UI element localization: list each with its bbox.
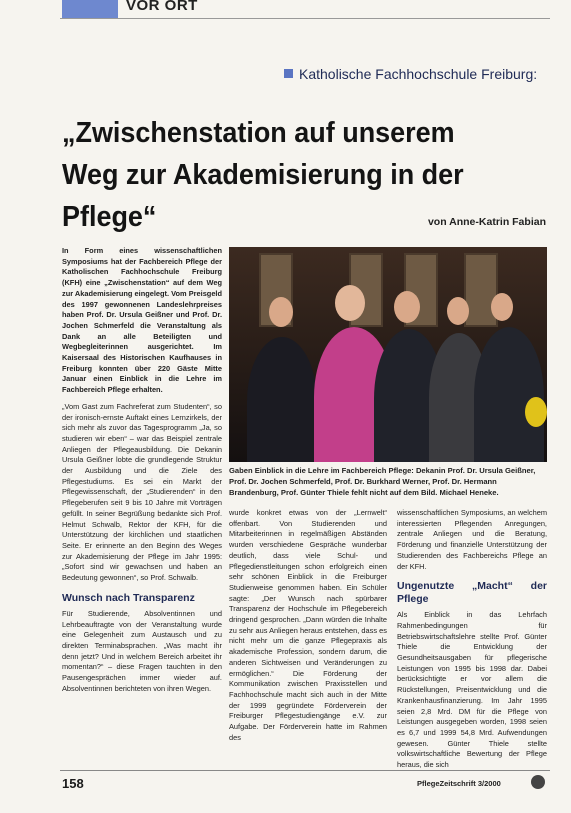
journal-logo-icon xyxy=(531,775,545,789)
face-shape xyxy=(394,291,420,323)
event-photo xyxy=(229,247,547,462)
body-paragraph: Als Einblick in das Lehrfach Rahmenbedingungen für Betriebswirtschaftslehre stellte Prof. Günter Thiele die Entwicklung der Gesundheitsausgaben für pflegerische Leistungen von 1995 bis 1998 dar. Dabei berücksichtigte er vor allem die Rückstellungen, Preisentwicklung und die Krankenhausfinanzierung. Im Jahr 1995 seien 2,8 Mrd. DM für die Pflege von Leistungen ausgegeben worden, 1998 seien es 6,7 und 1999 54,8 Mrd. Aufwendungen gewesen. Günter Thiele stellte volkswirtschaftliche Bewertung der Pflege heraus, die sich xyxy=(397,610,547,770)
page-number: 158 xyxy=(62,776,84,791)
footer-rule xyxy=(60,770,550,771)
face-shape xyxy=(491,293,513,321)
journal-name: PflegeZeitschrift 3/2000 xyxy=(417,779,501,788)
section-label: VOR ORT xyxy=(126,0,198,14)
body-paragraph: Für Studierende, Absolventinnen und Lehrbeauftragte von der Veranstaltung wurde eine Gelegenheit zum Austausch und zu direkten Terminabsprachen. „Was macht ihr denn jetzt? Und in welchem Bereich arbeitet ihr momentan?“ – diese Fragen tauchten in den Pausengesprächen immer wieder auf. Absolventinnen berichteten von ihren Wegen. xyxy=(62,608,222,693)
person-shape xyxy=(247,337,317,462)
body-paragraph: „Vom Gast zum Fachreferat zum Studenten“, so der ironisch-ernste Auftakt eines Lernzirkels, der sich mehr als zuvor das Tagesprogramm „Ja, so studieren wir eben“ – war das Beispiel zentrale Anliegen der Pflegeausbildung. Die Dekanin Ursula Geißner lobte die grundlegende Struktur der Ausbildung und die Ziele des Pflegestudiums. Es sei ein Markt der Pflegewissenschaft, der „Studierenden“ in den Pflegeberufen seit 9 bis 10 Jahre mit Vorträgen gefüllt. In seiner Begrüßung bedankte sich Prof. Helmut Schwalb, Rektor der KFH, für die Unterstützung der kirchlichen und staatlichen Seite. Er erinnerte an den Beginn des Weges zur Akademisierung der Pflege im Jahr 1995: „Sofort sind wir gewachsen und haben an Bedeutung gewonnen“, so Prof. Schwalb. xyxy=(62,401,222,583)
person-shape xyxy=(474,327,544,462)
column-3 xyxy=(397,508,547,777)
subheading: Wunsch nach Transparenz xyxy=(62,591,195,604)
body-paragraph: wurde konkret etwas von der „Lernwelt“ offenbart. Von Studierenden und Mitarbeiterinnen in regelmäßigen Abständen wurden verschiedene Gespräche wunderbar deutlich, dass viele Schul- und Pflegedienstleitungen schon erfolgreich einen sehr schönen Einblick in die Freiburger Studienweise genommen haben. Ein Schüler sagte: „Der Wunsch nach spürbarer Transparenz der Hochschule im Pflegebereich dringend gesprochen. „Dann würden die Inhalte zu sehr aus Anliegen heraus entstehen, dass es nicht mehr um die ganze Pflegepraxis als akademische Profession, sondern darum, die anderen Sichtweisen und Veränderungen zu ermöglichen.“ Die Förderung der Kommunikation zwischen Praxisstellen und Fachhochschule macht sich auch in der Mitte der 1999 gegründete Förderverein der Freiburger Pflegestudiengänge e.V. zur Aufgabe. Der Förderverein hatte im Rahmen des xyxy=(229,508,387,742)
flowers-shape xyxy=(525,397,547,427)
author-byline: von Anne-Katrin Fabian xyxy=(427,216,546,228)
kicker xyxy=(284,66,537,82)
column-2 xyxy=(229,508,387,749)
photo-caption: Gaben Einblick in die Lehre im Fachbereich Pflege: Dekanin Prof. Dr. Ursula Geißner, Prof. Dr. Jochen Schmerfeld, Prof. Dr. Burkhard Werner, Prof. Dr. Hermann Brandenburg, Prof. Günter Thiele fehlt nicht auf dem Bild. Michael Heneke. xyxy=(229,466,536,497)
headline: „Zwischenstation auf unserem Weg zur Akademisierung in der Pflege“ xyxy=(62,117,464,233)
top-rule xyxy=(60,18,550,19)
face-shape xyxy=(447,297,469,325)
section-tag-box xyxy=(62,0,118,18)
square-bullet-icon xyxy=(284,69,293,78)
body-paragraph: wissenschaftlichen Symposiums, an welchem interessierten Pflegenden Anregungen, zentrale Anliegen und die Beratung, Förderung und finanzielle Unterstützung der Studierenden des Fachbereichs Pflege an der KFH. xyxy=(397,508,547,571)
face-shape xyxy=(269,297,293,327)
column-1 xyxy=(62,246,222,700)
subheading: Ungenutzte „Macht“ der Pflege xyxy=(397,580,547,606)
kicker-text: Katholische Fachhochschule Freiburg: xyxy=(299,66,538,82)
lead-paragraph: In Form eines wissenschaftlichen Symposiums hat der Fachbereich Pflege der Katholischen Fachhochschule Freiburg (KFH) eine „Zwischenstation“ auf dem Weg zur Akademisierung eingelegt. Vom Preisgeld des 1997 gewonnenen Landeslehrpreises haben Prof. Dr. Ursula Geißner und Prof. Dr. Jochen Schmerfeld die Veranstaltung als Dank an alle Beteiligten und Wegbegleiterinnen ausgerichtet. Im Kaisersaal des Historischen Kaufhauses in Freiburg konnten über 220 Gäste Mitte Januar einen Einblick in die Lehre im Fachbereich Pflege erhalten. xyxy=(62,246,222,395)
face-shape xyxy=(335,285,365,321)
